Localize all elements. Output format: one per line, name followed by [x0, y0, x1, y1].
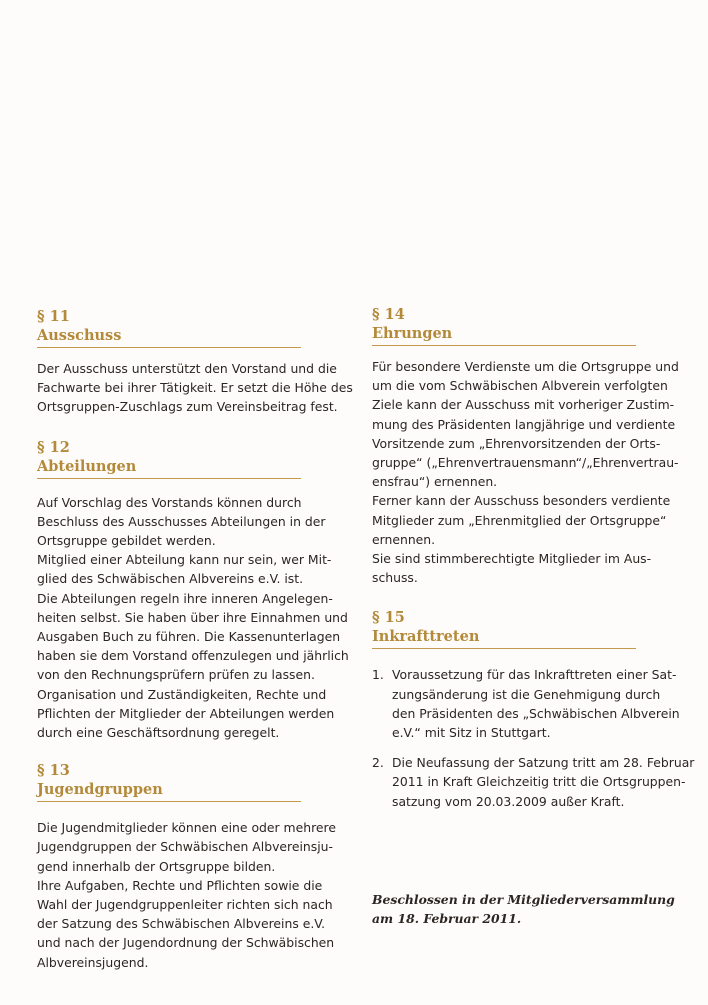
- section-number: § 11: [37, 308, 70, 325]
- text-line: mung des Präsidenten langjährige und verdiente: [372, 416, 676, 432]
- text-line: schuss.: [372, 570, 418, 586]
- text-line: Ferner kann der Ausschuss besonders verdiente: [372, 493, 671, 509]
- text-line: ensfrau“) ernennen.: [372, 474, 498, 490]
- text-line: der Satzung des Schwäbischen Albvereins e.V.: [37, 916, 326, 932]
- text-line: Auf Vorschlag des Vorstands können durch: [37, 494, 302, 510]
- list-item-number: 1.: [372, 667, 384, 683]
- section-body: [37, 359, 353, 417]
- text-line: Mitglieder zum „Ehrenmitglied der Ortsgruppe“: [372, 512, 667, 528]
- list-item: [372, 753, 695, 811]
- text-line: am 18. Februar 2011.: [372, 911, 522, 926]
- right-column: [372, 306, 695, 822]
- text-line: Pflichten der Mitglieder der Abteilungen werden: [37, 705, 335, 721]
- text-line: Die Abteilungen regeln ihre inneren Angelegen-: [37, 590, 333, 606]
- text-line: den Präsidenten des „Schwäbischen Albverein: [392, 705, 680, 721]
- text-line: heiten selbst. Sie haben über ihre Einnahmen und: [37, 609, 348, 625]
- text-line: Ausgaben Buch zu führen. Die Kassenunterlagen: [37, 629, 341, 645]
- section-title: Ausschuss: [37, 326, 301, 348]
- text-line: Ihre Aufgaben, Rechte und Pflichten sowie die: [37, 877, 323, 893]
- text-line: Für besondere Verdienste um die Ortsgruppe und: [372, 359, 679, 374]
- text-line: durch eine Geschäftsordnung geregelt.: [37, 725, 280, 741]
- text-line: gend innerhalb der Ortsgruppe bilden.: [37, 858, 276, 874]
- text-line: gruppe“ („Ehrenvertrauensmann“/„Ehrenvertrau-: [372, 455, 679, 471]
- text-line: Ortsgruppen-Zuschlags zum Vereinsbeitrag fest.: [37, 399, 338, 415]
- left-column: [37, 308, 353, 972]
- text-line: Wahl der Jugendgruppenleiter richten sich nach: [37, 897, 333, 913]
- text-line: haben sie dem Vorstand offenzulegen und jährlich: [37, 648, 349, 664]
- section-15: [372, 609, 695, 810]
- closing-statement: [372, 890, 675, 928]
- section-body: [372, 357, 684, 587]
- text-line: Ortsgruppe gebildet werden.: [37, 533, 216, 549]
- text-line: e.V.“ mit Sitz in Stuttgart.: [392, 725, 551, 741]
- text-line: und nach der Jugendordnung der Schwäbischen: [37, 935, 335, 951]
- text-line: glied des Schwäbischen Albvereins e.V. ist.: [37, 571, 304, 587]
- text-line: Beschluss des Ausschusses Abteilungen in der: [37, 513, 326, 529]
- section-12: [37, 439, 347, 743]
- text-line: satzung vom 20.03.2009 außer Kraft.: [392, 793, 625, 809]
- text-line: Mitglied einer Abteilung kann nur sein, wer Mit-: [37, 552, 332, 568]
- section-13: [37, 762, 347, 972]
- text-line: Vorsitzende zum „Ehrenvorsitzenden der Orts-: [372, 435, 661, 451]
- text-line: Voraussetzung für das Inkrafttreten einer Sat-: [392, 667, 677, 683]
- text-line: Beschlossen in der Mitgliederversammlung: [372, 892, 675, 907]
- text-line: zungsänderung ist die Genehmigung durch: [392, 686, 661, 702]
- section-number: § 13: [37, 762, 70, 780]
- text-line: um die vom Schwäbischen Albverein verfolgten: [372, 378, 668, 394]
- numbered-list: [372, 665, 695, 810]
- section-body: [37, 493, 347, 743]
- list-item: [372, 665, 684, 742]
- section-14: [372, 306, 684, 587]
- section-11: [37, 308, 353, 417]
- text-line: von den Rechnungsprüfern prüfen zu lassen.: [37, 667, 315, 683]
- section-title: Inkrafttreten: [372, 627, 636, 649]
- section-body: [37, 818, 347, 972]
- text-line: Fachwarte bei ihrer Tätigkeit. Er setzt die Höhe des: [37, 380, 353, 396]
- text-line: Die Jugendmitglieder können eine oder mehrere: [37, 820, 336, 836]
- section-number: § 12: [37, 438, 70, 456]
- text-line: Der Ausschuss unterstützt den Vorstand und die: [37, 361, 337, 376]
- text-line: Ziele kann der Ausschuss mit vorheriger Zustim-: [372, 397, 675, 413]
- section-title: Abteilungen: [37, 457, 301, 479]
- section-title: Jugendgruppen: [37, 780, 301, 802]
- text-line: Sie sind stimmberechtigte Mitglieder im Aus-: [372, 551, 652, 567]
- list-item-number: 2.: [372, 755, 384, 771]
- text-line: Organisation und Zuständigkeiten, Rechte und: [37, 686, 327, 702]
- text-line: Die Neufassung der Satzung tritt am 28. Februar: [392, 755, 695, 771]
- text-line: Albvereinsjugend.: [37, 954, 149, 970]
- section-number: § 14: [372, 306, 405, 323]
- section-title: Ehrungen: [372, 324, 636, 346]
- text-line: ernennen.: [372, 531, 436, 547]
- text-line: Jugendgruppen der Schwäbischen Albvereinsju-: [37, 839, 333, 855]
- section-number: § 15: [372, 609, 405, 627]
- text-line: 2011 in Kraft Gleichzeitig tritt die Ortsgruppen-: [392, 774, 686, 790]
